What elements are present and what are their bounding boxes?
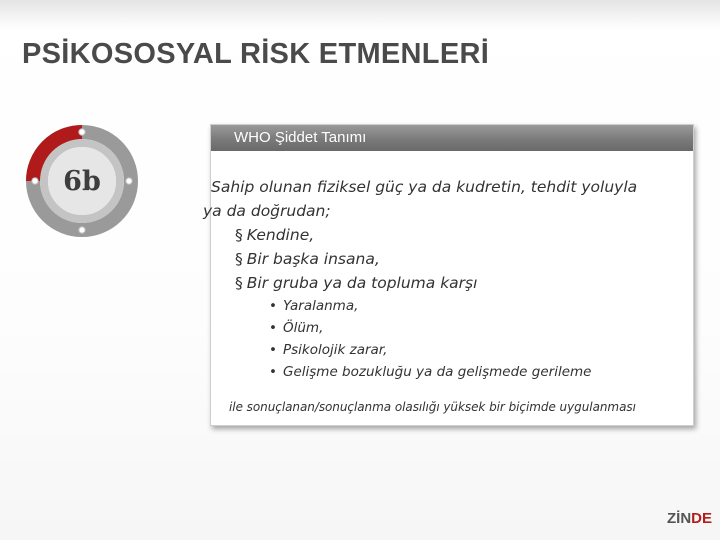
- target-text: Bir başka insana,: [246, 250, 380, 268]
- progress-badge: [22, 116, 152, 246]
- panel-header: [211, 125, 693, 151]
- consequence-text: Psikolojik zarar,: [283, 342, 388, 358]
- consequence-text: Gelişme bozukluğu ya da gelişmede gerileme: [283, 364, 592, 380]
- top-band: [0, 0, 720, 30]
- target-item: [235, 223, 314, 247]
- consequence-item: [269, 361, 591, 383]
- definition-intro: [203, 175, 681, 223]
- brand-logo-part2: DE: [691, 510, 712, 527]
- bullet-dot-icon: •: [269, 298, 277, 314]
- definition-panel: [203, 124, 694, 426]
- brand-logo-part1: ZİN: [666, 510, 692, 527]
- consequence-item: [269, 295, 358, 317]
- bullet-dot-icon: •: [269, 320, 277, 336]
- target-text: Kendine,: [246, 226, 315, 244]
- consequence-item: [269, 317, 323, 339]
- target-item: [235, 271, 477, 295]
- square-bullet-icon: §: [235, 250, 243, 268]
- definition-outro: ile sonuçlanan/sonuçlanma olasılığı yüksek bir biçimde uygulanması: [229, 400, 636, 414]
- consequence-text: Yaralanma,: [283, 298, 359, 314]
- badge-label: 6b: [63, 166, 101, 197]
- target-item: [235, 247, 380, 271]
- brand-logo: [667, 510, 712, 527]
- panel-header-title: WHO Şiddet Tanımı: [234, 129, 367, 146]
- square-bullet-icon: §: [235, 274, 243, 292]
- intro-line-1: Sahip olunan fiziksel güç ya da kudretin, tehdit yoluyla: [211, 178, 638, 196]
- square-bullet-icon: §: [235, 226, 243, 244]
- target-text: Bir gruba ya da topluma karşı: [246, 274, 478, 292]
- bullet-dot-icon: •: [269, 364, 277, 380]
- intro-line-2: ya da doğrudan;: [203, 202, 331, 220]
- consequence-text: Ölüm,: [283, 320, 324, 336]
- slide-title: PSİKOSOSYAL RİSK ETMENLERİ: [22, 38, 490, 70]
- consequence-item: [269, 339, 387, 361]
- bullet-dot-icon: •: [269, 342, 277, 358]
